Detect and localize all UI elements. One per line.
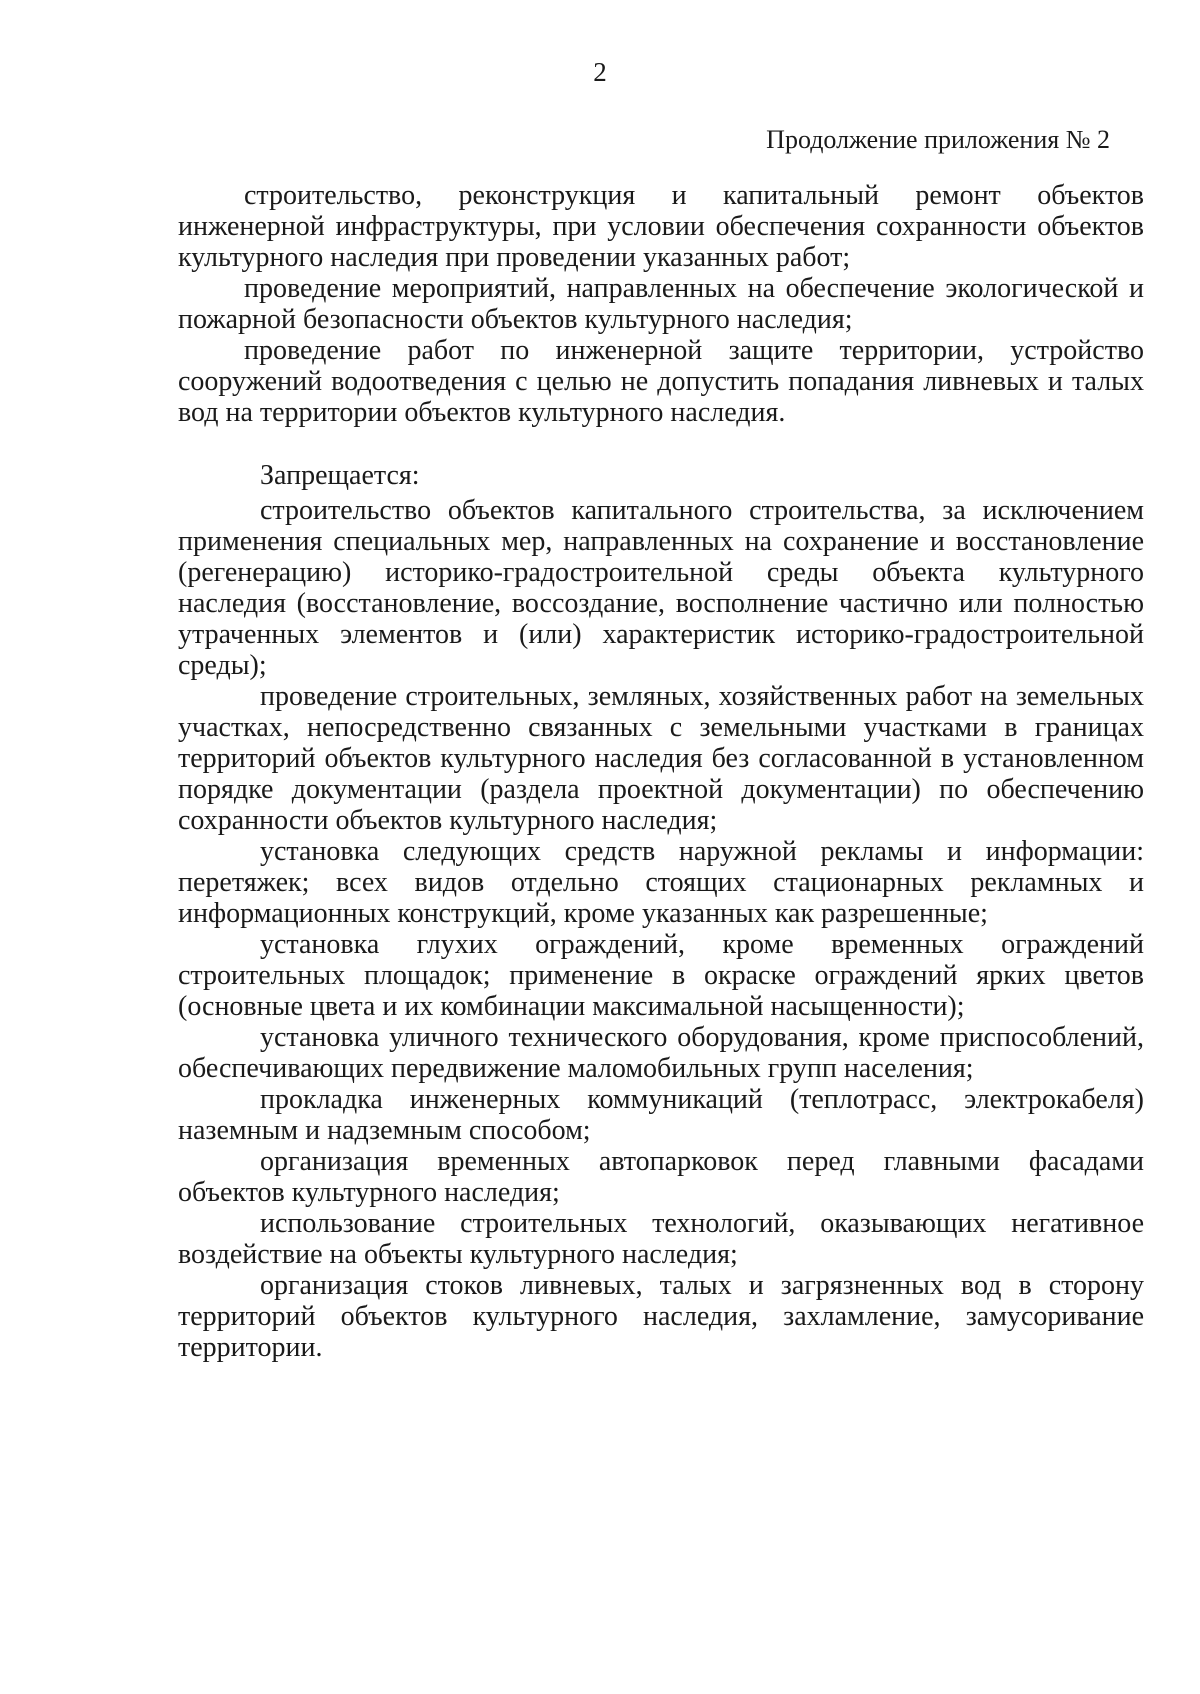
prohibited-item: прокладка инженерных коммуникаций (теплотрасс, электрокабеля) наземным и надземным способом; (178, 1084, 1144, 1146)
prohibited-item: установка уличного технического оборудования, кроме приспособлений, обеспечивающих передвижение маломобильных групп населения; (178, 1022, 1144, 1084)
page-number: 2 (593, 57, 607, 87)
permitted-item: проведение работ по инженерной защите территории, устройство сооружений водоотведения с целью не допустить попадания ливневых и талых вод на территории объектов культурного наследия. (178, 335, 1144, 428)
permitted-item: проведение мероприятий, направленных на обеспечение экологической и пожарной безопасности объектов культурного наследия; (178, 273, 1144, 335)
prohibited-item: использование строительных технологий, оказывающих негативное воздействие на объекты культурного наследия; (178, 1208, 1144, 1270)
continuation-label: Продолжение приложения № 2 (766, 125, 1110, 154)
prohibited-heading: Запрещается: (260, 460, 420, 491)
prohibited-item: строительство объектов капитального строительства, за исключением применения специальных мер, направленных на сохранение и восстановление (регенерацию) историко-градостроительной среды объекта культурного наследия (восстановление, воссоздание, восполнение частично или полностью утраченных элементов и (или) характеристик историко-градостроительной среды); (178, 495, 1144, 681)
prohibited-item: установка глухих ограждений, кроме временных ограждений строительных площадок; применение в окраске ограждений ярких цветов (основные цвета и их комбинации максимальной насыщенности); (178, 929, 1144, 1022)
document-body (178, 180, 1144, 1363)
prohibited-item: проведение строительных, земляных, хозяйственных работ на земельных участках, непосредственно связанных с земельными участками в границах территорий объектов культурного наследия без согласованной в установленном порядке документации (раздела проектной документации) по обеспечению сохранности объектов культурного наследия; (178, 681, 1144, 836)
prohibited-item: установка следующих средств наружной рекламы и информации: перетяжек; всех видов отдельно стоящих стационарных рекламных и информационных конструкций, кроме указанных как разрешенные; (178, 836, 1144, 929)
permitted-item: строительство, реконструкция и капитальный ремонт объектов инженерной инфраструктуры, при условии обеспечения сохранности объектов культурного наследия при проведении указанных работ; (178, 180, 1144, 273)
prohibited-item: организация временных автопарковок перед главными фасадами объектов культурного наследия; (178, 1146, 1144, 1208)
prohibited-item: организация стоков ливневых, талых и загрязненных вод в сторону территорий объектов культурного наследия, захламление, замусоривание территории. (178, 1270, 1144, 1363)
